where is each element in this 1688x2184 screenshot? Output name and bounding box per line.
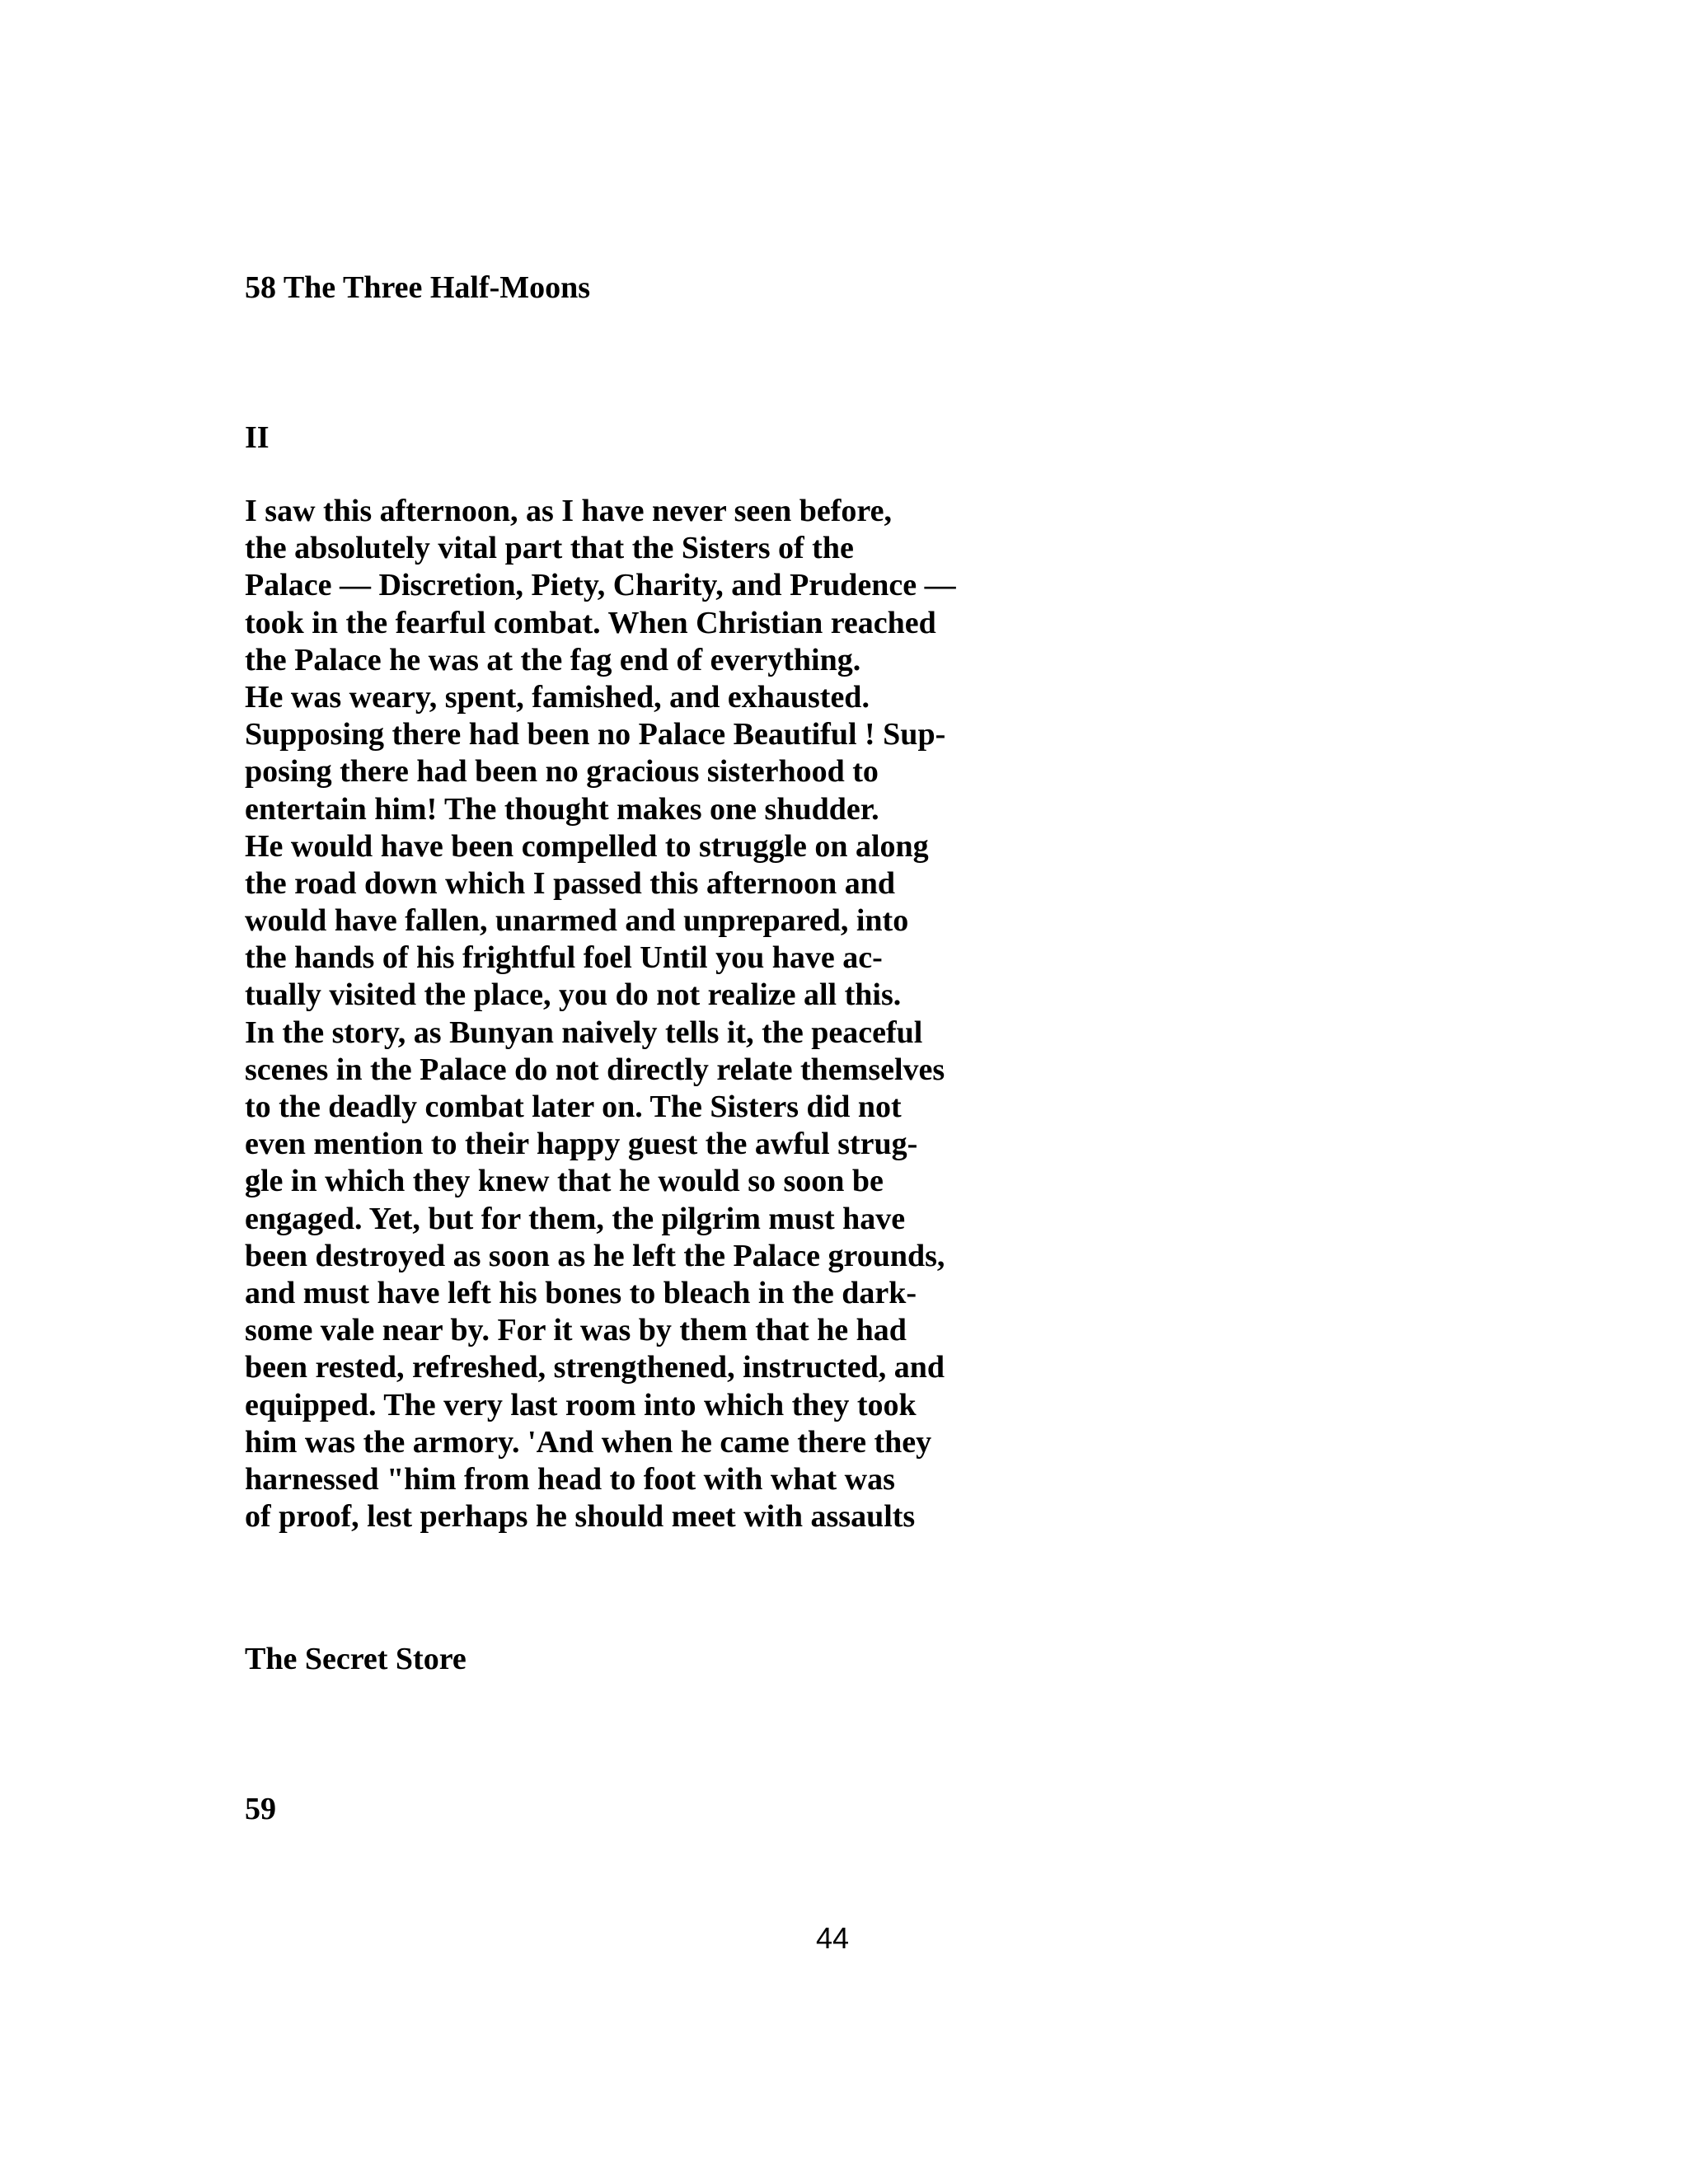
body-line: the hands of his frightful foel Until you have ac- [245,940,883,976]
body-line: harnessed "him from head to foot with what was [245,1461,895,1497]
body-line: tually visited the place, you do not realize all this. [245,977,902,1013]
footer-title: The Secret Store [245,1642,467,1676]
body-line: engaged. Yet, but for them, the pilgrim must have [245,1201,906,1236]
section-numeral: II [245,420,270,455]
body-line: He would have been compelled to struggle on along [245,828,929,864]
body-line: He was weary, spent, famished, and exhausted. [245,679,870,715]
body-line: the Palace he was at the fag end of everything. [245,642,861,677]
body-line: entertain him! The thought makes one shudder. [245,791,879,827]
body-line: some vale near by. For it was by them that he had [245,1313,907,1348]
body-line: been rested, refreshed, strengthened, instructed, and [245,1350,945,1385]
body-line: would have fallen, unarmed and unprepared, into [245,903,909,939]
body-line: the absolutely vital part that the Sisters of the [245,531,854,566]
body-line: been destroyed as soon as he left the Palace grounds, [245,1238,945,1273]
body-line: even mention to their happy guest the awful strug- [245,1127,918,1162]
body-line: gle in which they knew that he would so soon be [245,1164,884,1199]
page-number: 44 [815,1921,850,1955]
body-line: took in the fearful combat. When Christian reached [245,605,936,640]
body-line: I saw this afternoon, as I have never seen before, [245,494,892,528]
body-line: In the story, as Bunyan naively tells it, the peaceful [245,1015,923,1050]
body-line: posing there had been no gracious sisterhood to [245,754,879,790]
body-line: and must have left his bones to bleach in the dark- [245,1275,917,1310]
body-line: the road down which I passed this afternoon and [245,865,896,901]
body-text [245,493,1316,1535]
body-line: to the deadly combat later on. The Sisters did not [245,1090,902,1124]
body-line: of proof, lest perhaps he should meet with assaults [245,1499,916,1535]
body-line: equipped. The very last room into which they took [245,1387,917,1422]
footer-number: 59 [245,1792,276,1826]
body-line: Supposing there had been no Palace Beautiful ! Sup- [245,717,946,752]
running-head: 58 The Three Half-Moons [245,270,591,305]
body-line: him was the armory. 'And when he came there they [245,1424,932,1460]
body-line: scenes in the Palace do not directly relate themselves [245,1052,945,1087]
body-line: Palace — Discretion, Piety, Charity, and Prudence — [245,568,956,603]
